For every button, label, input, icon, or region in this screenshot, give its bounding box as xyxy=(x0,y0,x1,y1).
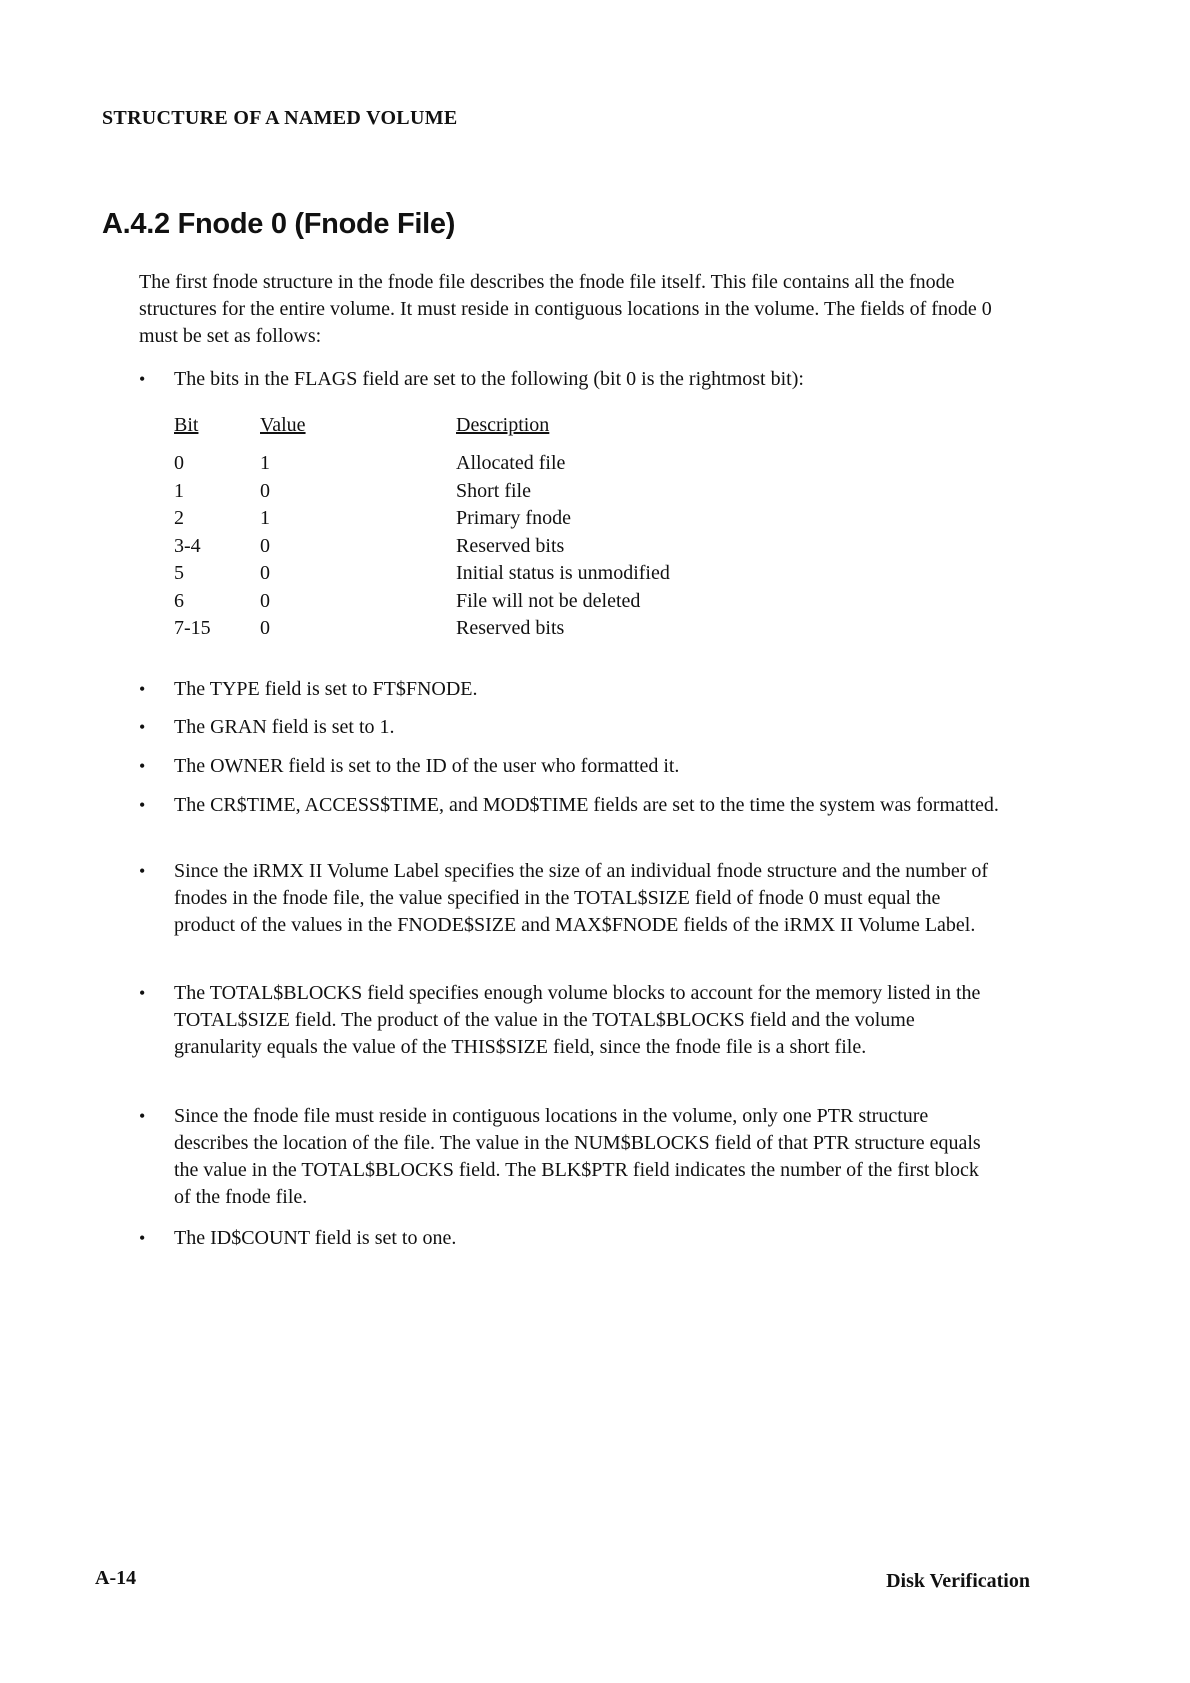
cell-value: 0 xyxy=(260,589,270,612)
bullet-total-size xyxy=(139,858,999,939)
header-value: Value xyxy=(260,414,306,436)
chapter-title: Disk Verification xyxy=(886,1570,1030,1592)
cell-bit: 3-4 xyxy=(174,534,201,557)
bullet-icon: • xyxy=(139,756,146,776)
bullet-text: Since the iRMX II Volume Label specifies the size of an individual fnode structure and the number of fnodes in the fnode file, the value specified in the TOTAL$SIZE field of fnode 0 must equal the product of the values in the FNODE$SIZE and MAX$FNODE fields of the iRMX II Volume Label. xyxy=(174,860,989,936)
cell-value: 0 xyxy=(260,617,270,639)
cell-bit: 0 xyxy=(174,452,184,474)
bullet-total-blocks xyxy=(139,980,999,1061)
table-row xyxy=(174,617,756,645)
bullet-gran xyxy=(139,714,999,741)
cell-value: 0 xyxy=(260,534,270,557)
bullet-text: The ID$COUNT field is set to one. xyxy=(174,1227,457,1249)
bullet-text: The bits in the FLAGS field are set to the following (bit 0 is the rightmost bit): xyxy=(174,368,804,390)
table-header-row xyxy=(174,414,756,452)
flags-table xyxy=(174,414,756,645)
bullet-text: Since the fnode file must reside in contiguous locations in the volume, only one PTR structure describes the location of the file. The value in the NUM$BLOCKS field of that PTR structure equals the value in the TOTAL$BLOCKS field. The BLK$PTR field indicates the number of the first block of the fnode file. xyxy=(174,1105,981,1208)
cell-description: Primary fnode xyxy=(456,507,571,529)
table-row xyxy=(174,480,756,508)
bullet-icon: • xyxy=(139,369,146,389)
bullet-text: The TOTAL$BLOCKS field specifies enough volume blocks to account for the memory listed in the TOTAL$SIZE field. The product of the value in the TOTAL$BLOCKS field and the volume granularity equals the value of the THIS$SIZE field, since the fnode file is a short file. xyxy=(174,982,981,1058)
cell-value: 0 xyxy=(260,479,270,502)
cell-bit: 1 xyxy=(174,479,184,502)
cell-description: Reserved bits xyxy=(456,617,565,639)
page-number: A-14 xyxy=(95,1567,137,1589)
cell-bit: 6 xyxy=(174,589,184,612)
section-title: A.4.2 Fnode 0 (Fnode File) xyxy=(102,208,456,240)
cell-description: File will not be deleted xyxy=(456,589,641,612)
cell-description: Reserved bits xyxy=(456,534,565,557)
bullet-owner xyxy=(139,753,999,780)
table-row xyxy=(174,507,756,535)
table-row xyxy=(174,562,756,590)
table-row xyxy=(174,590,756,618)
bullet-ptr xyxy=(139,1103,999,1211)
bullet-icon: • xyxy=(139,1106,146,1126)
bullet-text: The TYPE field is set to FT$FNODE. xyxy=(174,678,478,700)
table-row xyxy=(174,452,756,480)
bullet-text: The GRAN field is set to 1. xyxy=(174,716,395,738)
bullet-icon: • xyxy=(139,795,146,815)
bullet-id-count xyxy=(139,1225,999,1252)
header-description: Description xyxy=(456,414,550,436)
table-row xyxy=(174,535,756,563)
cell-value: 1 xyxy=(260,507,270,529)
cell-bit: 7-15 xyxy=(174,617,211,639)
bullet-icon: • xyxy=(139,1228,146,1248)
bullet-times xyxy=(139,792,999,819)
bullet-text: The CR$TIME, ACCESS$TIME, and MOD$TIME fields are set to the time the system was formatted. xyxy=(174,794,999,816)
header-bit: Bit xyxy=(174,414,199,436)
bullet-type xyxy=(139,676,999,703)
cell-description: Initial status is unmodified xyxy=(456,562,670,584)
cell-description: Short file xyxy=(456,479,531,502)
bullet-icon: • xyxy=(139,861,146,881)
cell-value: 1 xyxy=(260,452,270,474)
cell-bit: 5 xyxy=(174,562,184,584)
running-head: STRUCTURE OF A NAMED VOLUME xyxy=(102,107,458,129)
bullet-text: The OWNER field is set to the ID of the user who formatted it. xyxy=(174,755,680,777)
bullet-icon: • xyxy=(139,983,146,1003)
intro-paragraph: The first fnode structure in the fnode file describes the fnode file itself. This file contains all the fnode structures for the entire volume. It must reside in contiguous locations in the volume. The fields of fnode 0 must be set as follows: xyxy=(139,271,992,347)
cell-description: Allocated file xyxy=(456,452,566,474)
bullet-flags xyxy=(139,366,999,393)
bullet-icon: • xyxy=(139,679,146,699)
cell-value: 0 xyxy=(260,562,270,584)
cell-bit: 2 xyxy=(174,507,184,529)
bullet-icon: • xyxy=(139,717,146,737)
